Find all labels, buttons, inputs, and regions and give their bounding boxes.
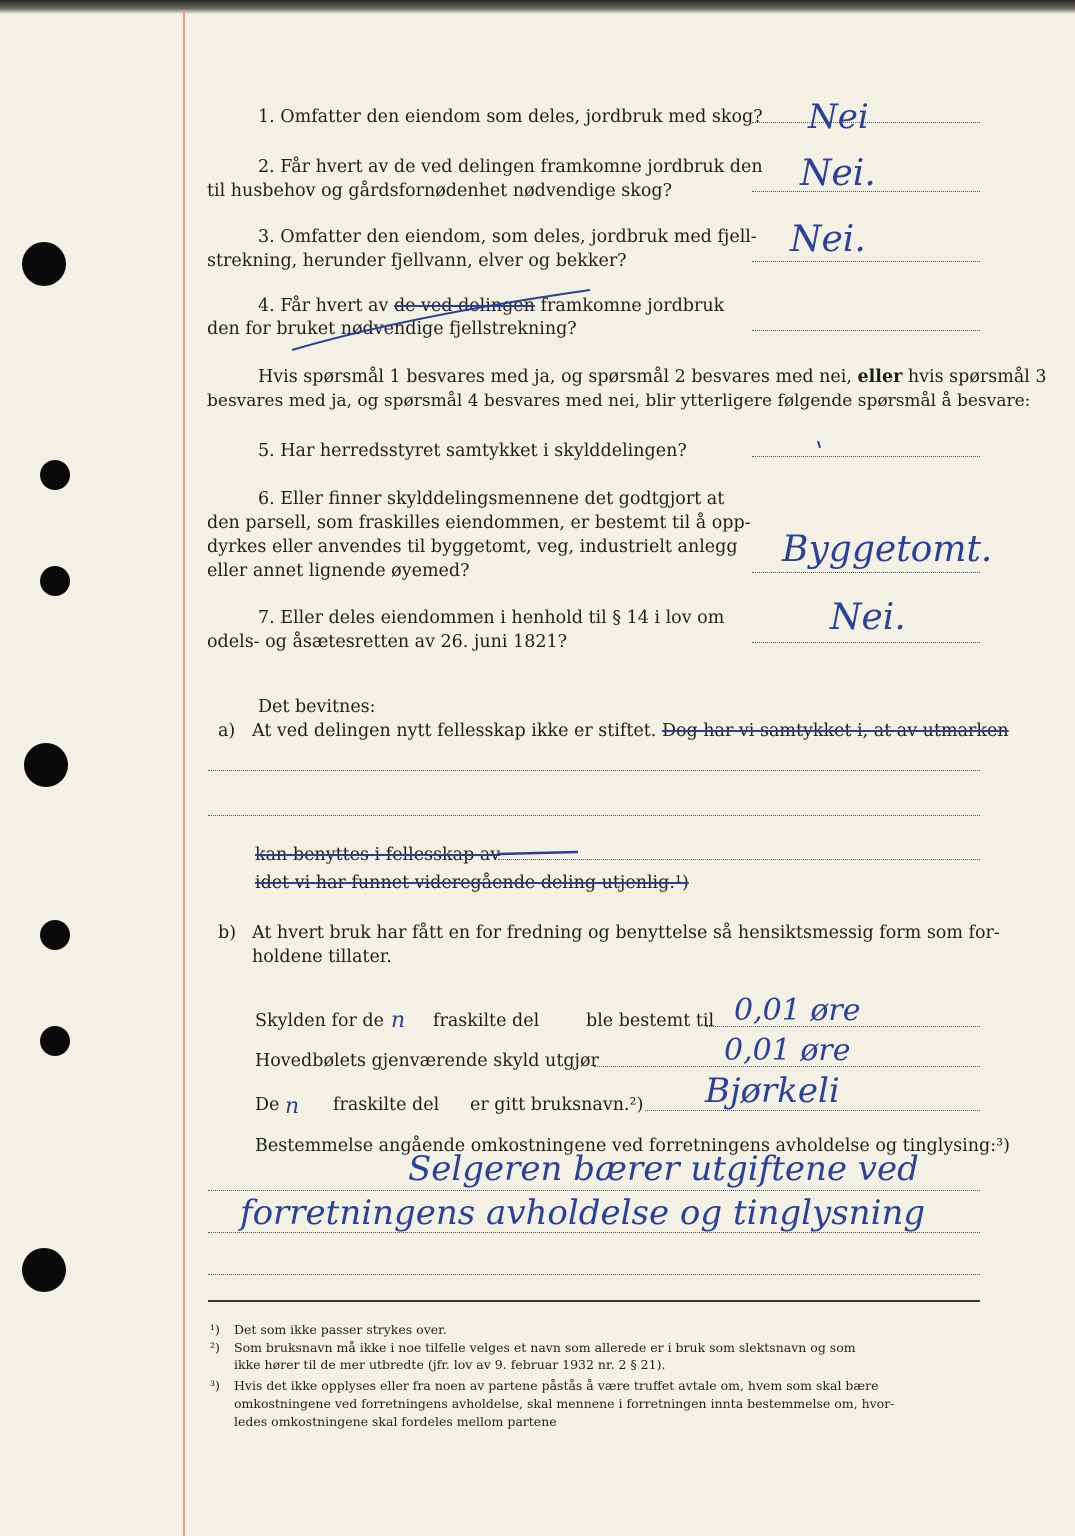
bruksnavn-label-a: De <box>255 1095 280 1115</box>
question-4-text-c: framkomne jordbruk <box>534 296 725 316</box>
condition-text-a: Hvis spørsmål 1 besvares med ja, og spørsmål 2 besvares med nei, <box>258 367 858 387</box>
question-3-line-2: strekning, herunder fjellvann, elver og bekker? <box>207 251 627 271</box>
question-4-text-a: 4. Får hvert av <box>258 296 394 316</box>
bruksnavn-label-c: er gitt bruksnavn.²) <box>470 1095 644 1115</box>
footnote-2-line-1: Som bruksnavn må ikke i noe tilfelle velges et navn som allerede er i bruk som slektsnavn og som <box>234 1340 856 1355</box>
punch-hole <box>40 566 70 596</box>
answer-q6-handwritten: Byggetomt. <box>782 529 993 570</box>
skyld-label-b: fraskilte del <box>433 1011 540 1031</box>
certification-a-main: At ved delingen nytt fellesskap ikke er stiftet. <box>252 721 657 741</box>
ink-underline-fellesskap <box>498 852 578 854</box>
omkostning-handwritten-line-2: forretningens avholdelse og tinglysning <box>240 1193 926 1233</box>
footnote-separator <box>208 1300 980 1302</box>
condition-emphasis: eller <box>857 367 903 387</box>
condition-text-c: hvis spørsmål 3 <box>902 367 1047 387</box>
certification-a-text <box>252 720 1009 742</box>
punch-hole <box>40 460 70 490</box>
footnote-1-mark: ¹) <box>210 1322 220 1337</box>
question-6-line-2: den parsell, som fraskilles eiendommen, er bestemt til å opp- <box>207 513 751 533</box>
blank-line <box>208 815 980 816</box>
blank-line <box>208 770 980 771</box>
blank-line <box>208 1274 980 1275</box>
footnote-1: Det som ikke passer strykes over. <box>234 1322 447 1337</box>
punch-hole <box>22 1248 66 1292</box>
punch-hole <box>40 920 70 950</box>
answer-line <box>208 1190 980 1191</box>
question-7-line-1: 7. Eller deles eiendommen i henhold til § 14 i lov om <box>258 608 725 628</box>
punch-hole <box>22 242 66 286</box>
answer-line <box>752 456 980 457</box>
footnote-2-mark: ²) <box>210 1340 220 1355</box>
footnote-3-line-3: ledes omkostningene skal fordeles mellom partene <box>234 1414 557 1429</box>
omkostning-label: Bestemmelse angående omkostningene ved forretningens avholdelse og tinglysing:³) <box>255 1136 1010 1156</box>
punch-hole <box>40 1026 70 1056</box>
question-1: 1. Omfatter den eiendom som deles, jordbruk med skog? <box>258 107 763 127</box>
question-2-line-2: til husbehov og gårdsfornødenhet nødvendige skog? <box>207 181 672 201</box>
answer-line <box>752 261 980 262</box>
answer-line <box>752 330 980 331</box>
condition-line-2: besvares med ja, og spørsmål 4 besvares med nei, blir ytterligere følgende spørsmål å besvare: <box>207 391 1031 411</box>
certification-a-line-4: idet vi har funnet videregående deling utjenlig.¹) <box>255 873 689 893</box>
certification-b-line-1: At hvert bruk har fått en for fredning og benyttelse så hensiktsmessig form som for- <box>252 923 1000 943</box>
certification-a-label: a) <box>218 721 236 741</box>
ink-tick <box>818 441 820 448</box>
condition-line-1 <box>258 366 1047 388</box>
bruksnavn-handwritten-n: n <box>285 1094 300 1119</box>
question-3-line-1: 3. Omfatter den eiendom, som deles, jordbruk med fjell- <box>258 227 757 247</box>
certification-a-struck: Dog har vi samtykket i, at av utmarken <box>661 721 1009 741</box>
question-5: 5. Har herredsstyret samtykket i skylddelingen? <box>258 441 687 461</box>
question-6-line-1: 6. Eller finner skylddelingsmennene det godtgjort at <box>258 489 725 509</box>
question-4-struck-text: de ved delingen <box>393 296 535 316</box>
bruksnavn-label-b: fraskilte del <box>333 1095 440 1115</box>
answer-line <box>752 642 980 643</box>
question-6-line-4: eller annet lignende øyemed? <box>207 561 470 581</box>
answer-q7-handwritten: Nei. <box>830 597 906 638</box>
certification-heading: Det bevitnes: <box>258 697 376 717</box>
answer-q2-handwritten: Nei. <box>800 153 876 194</box>
omkostning-handwritten-line-1: Selgeren bærer utgiftene ved <box>408 1149 919 1189</box>
skyld-label-c: ble bestemt til <box>586 1011 715 1031</box>
scan-top-edge <box>0 0 1075 14</box>
hovedbol-value-handwritten: 0,01 øre <box>724 1033 851 1068</box>
answer-q1-handwritten: Nei <box>808 97 869 137</box>
answer-q3-handwritten: Nei. <box>790 219 866 260</box>
red-margin-line <box>183 10 185 1536</box>
skyld-label-a: Skylden for de <box>255 1011 384 1031</box>
question-2-line-1: 2. Får hvert av de ved delingen framkomne jordbruk den <box>258 157 763 177</box>
bruksnavn-value-handwritten: Bjørkeli <box>705 1071 840 1111</box>
skyld-value-handwritten: 0,01 øre <box>734 993 861 1028</box>
certification-b-label: b) <box>218 923 237 943</box>
punch-hole <box>24 743 68 787</box>
hovedbol-label: Hovedbølets gjenværende skyld utgjør <box>255 1051 599 1071</box>
footnote-3-line-2: omkostningene ved forretningens avholdelse, skal mennene i forretningen innta bestemmelse om, hvor- <box>234 1396 895 1411</box>
footnote-3-line-1: Hvis det ikke opplyses eller fra noen av partene påstås å være truffet avtale om, hvem som skal bære <box>234 1378 879 1393</box>
answer-line <box>752 572 980 573</box>
footnote-3-mark: ³) <box>210 1378 220 1393</box>
question-7-line-2: odels- og åsætesretten av 26. juni 1821? <box>207 632 567 652</box>
footnote-2-line-2: ikke hører til de mer utbredte (jfr. lov av 9. februar 1932 nr. 2 § 21). <box>234 1357 666 1372</box>
blank-line <box>498 859 980 860</box>
skyld-handwritten-n: n <box>391 1008 406 1033</box>
question-4-line-1 <box>258 295 724 317</box>
certification-a-line-3: kan benyttes i fellesskap av <box>255 845 501 865</box>
certification-b-line-2: holdene tillater. <box>252 947 392 967</box>
question-4-line-2: den for bruket nødvendige fjellstrekning? <box>207 319 577 339</box>
question-6-line-3: dyrkes eller anvendes til byggetomt, veg, industrielt anlegg <box>207 537 738 557</box>
